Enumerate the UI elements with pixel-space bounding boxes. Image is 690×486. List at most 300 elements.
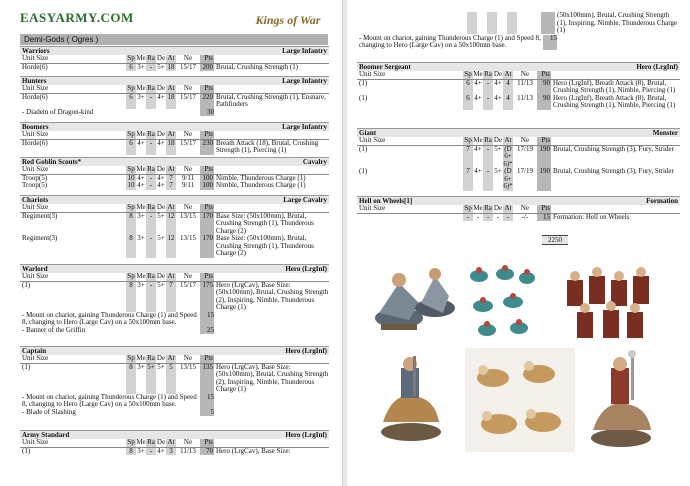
stat-sr: Brutal, Crushing Strength (3), Fury, Strider: [553, 144, 674, 153]
stat-sr: Hero (LrgInf), Breath Attack (8), Brutal, Crushing Strength (1), Nimble, Piercing (1): [553, 93, 676, 109]
stat-sr: Formation: Hell on Wheels: [553, 212, 630, 221]
stat-ra: -: [146, 64, 156, 72]
header-me: Me: [136, 130, 146, 138]
header-ra: Ra: [147, 165, 155, 173]
stat-size: Horde(6): [22, 62, 48, 71]
header-at: At: [167, 438, 175, 446]
header-me: Me: [473, 70, 483, 78]
unit-name: Giant: [359, 129, 377, 137]
header-ra: Ra: [147, 54, 155, 62]
stat-sr: Base Size: (50x100mm), Brutal, Crushing Strength (1), Thunderous Charge (2): [216, 211, 314, 235]
stat-sr: Brutal, Crushing Strength (1): [216, 62, 299, 71]
stat-de: 5+: [157, 211, 165, 220]
header-spacer: [214, 439, 329, 447]
photo-sphinx-beasts: [465, 348, 575, 452]
header-pts: Pts: [537, 205, 551, 213]
stat-ne: 9/11: [181, 173, 195, 182]
header-spacer: [214, 55, 329, 63]
option-text: - Blade of Slashing: [22, 407, 76, 416]
header-me: Me: [136, 165, 146, 173]
stat-sr: Brutal, Crushing Strength (1), Ensnare, Pathfinders: [216, 92, 326, 108]
stat-me: 3+: [137, 280, 145, 289]
header-sp: Sp: [127, 203, 135, 211]
stat-ne: 11/13: [517, 93, 533, 102]
stat-ra: 5+: [146, 364, 156, 394]
stat-sp: 8: [126, 213, 136, 236]
stat-sp: 6: [463, 80, 473, 95]
stat-ra: -: [483, 95, 493, 110]
stat-at: 7: [166, 282, 176, 312]
stat-ne: 13/15: [180, 211, 196, 220]
stat-row: [20, 140, 329, 155]
unit-header: [357, 128, 680, 137]
stat-size: Horde(6): [22, 92, 48, 101]
stat-ra: -: [483, 80, 493, 95]
stat-ra: -: [146, 182, 156, 190]
stat-at: 3: [166, 448, 176, 456]
stat-sp: 8: [126, 364, 136, 394]
header-ne: Ne: [520, 136, 530, 144]
stat-sr: Brutal, Crushing Strength (3), Fury, Strider: [553, 167, 674, 175]
stat-sr: Hero (LrgCav), Base Size: (50x100mm), Brutal, Crushing Strength (2), Inspiring, Nimble, Thunderous Charge (1): [216, 362, 329, 393]
unit-block: [20, 157, 329, 190]
header-me: Me: [136, 203, 146, 211]
stat-ne: 13/15: [180, 362, 196, 371]
unit-type: Large Infantry: [282, 77, 327, 85]
army-title: Demi-Gods ( Ogres ): [20, 34, 328, 45]
stat-at: 7: [166, 175, 176, 183]
stat-sp: 8: [126, 448, 136, 456]
stat-sp: 6: [126, 94, 136, 109]
header-de: De: [493, 70, 503, 78]
header-sp: Sp: [464, 136, 472, 144]
header-spacer: [214, 355, 329, 363]
stat-at: 5: [166, 364, 176, 394]
stat-row: [357, 146, 680, 169]
stat-me: 3+: [137, 62, 145, 71]
stat-size: Regiment(3): [22, 211, 58, 220]
stat-size: (1): [22, 280, 31, 289]
stat-ne: 15/17: [180, 62, 196, 71]
header-sp: Sp: [127, 165, 135, 173]
header-de: De: [493, 136, 503, 144]
unit-block: [20, 264, 329, 334]
stat-me: 4+: [137, 173, 145, 182]
stat-size: Troop(5): [22, 173, 48, 182]
stat-me: 4+: [474, 167, 482, 175]
stat-sr: Breath Attack (18), Brutal, Crushing Strength (1), Piercing (1): [216, 138, 319, 154]
header-ra: Ra: [147, 130, 155, 138]
stat-pts: 170: [200, 235, 214, 258]
stat-pts: 135: [200, 364, 214, 394]
stat-ra: -: [146, 140, 156, 155]
header-ne: Ne: [183, 438, 193, 446]
kings-of-war-logo: [250, 10, 326, 30]
stat-ne: 17/19: [517, 167, 533, 175]
stat-de: 5+: [157, 280, 165, 289]
header-ne: Ne: [183, 54, 193, 62]
stat-row: [20, 213, 329, 236]
stat-row: [20, 235, 329, 258]
army-total-points: 2250: [542, 235, 568, 245]
option-pts: 15: [200, 394, 214, 409]
unit-block: [20, 122, 329, 155]
header-de: De: [156, 354, 166, 362]
header-sp: Sp: [127, 130, 135, 138]
stat-pts: 230: [200, 140, 214, 155]
unit-type: Hero (LrgInf): [285, 265, 327, 273]
stat-ra: -: [483, 214, 493, 222]
stat-sp: 7: [463, 168, 473, 191]
unit-header: [357, 62, 680, 71]
continued-special-rules: (50x100mm), Brutal, Crushing Strength (1), Inspiring, Nimble, Thunderous Charge (1): [557, 11, 678, 34]
header-spacer: [551, 71, 680, 79]
unit-block: [20, 430, 329, 455]
stat-header-row: [357, 205, 680, 214]
header-ne: Ne: [183, 84, 193, 92]
unit-block: [357, 128, 680, 191]
header-ra: Ra: [484, 204, 492, 212]
header-at: At: [504, 204, 512, 212]
stat-de: 5+: [494, 144, 502, 153]
header-me: Me: [136, 438, 146, 446]
option-text: - Mount on chariot, gaining Thunderous Charge (1) and Speed 8, changing to Hero (Large Cav) on a 50x100mm base.: [22, 392, 197, 408]
stat-sr: Hero (LrgCav), Base Size:: [216, 446, 291, 455]
stat-me: 4+: [137, 181, 145, 189]
stat-ra: -: [146, 282, 156, 312]
header-ra: Ra: [484, 136, 492, 144]
stat-sp: 10: [127, 173, 135, 182]
header-sp: Sp: [127, 272, 135, 280]
stat-pts: 90: [537, 95, 551, 110]
stat-ra: -: [146, 213, 156, 236]
header-spacer: [214, 85, 329, 93]
header-ne: Ne: [183, 130, 193, 138]
stat-ne: 15/17: [180, 92, 196, 101]
stat-sp: 8: [126, 235, 136, 258]
stat-ne: 17/19: [517, 144, 533, 153]
unit-type: Large Infantry: [282, 123, 327, 131]
photo-goblin-scouts: [465, 262, 537, 342]
header-pts: Pts: [200, 85, 214, 93]
stat-me: -: [476, 212, 480, 221]
stat-size: Horde(6): [22, 138, 48, 147]
header-size: Unit Size: [22, 54, 49, 62]
stat-me: 3+: [137, 446, 145, 455]
header-ra: Ra: [147, 438, 155, 446]
stat-ra: -: [483, 146, 493, 169]
stat-me: 4+: [474, 78, 482, 87]
header-ra: Ra: [147, 84, 155, 92]
stat-ne: 11/13: [517, 78, 533, 87]
header-size: Unit Size: [22, 84, 49, 92]
unit-option: [20, 109, 329, 117]
header-spacer: [214, 273, 329, 281]
continued-option-text: - Mount on chariot, gaining Thunderous Charge (1) and Speed 8, changing to Hero (Large Cav) on a 50x100mm base.: [359, 33, 541, 49]
header-pts: Pts: [200, 131, 214, 139]
unit-name: Hell on Wheels[1]: [359, 197, 413, 205]
stat-size: (1): [359, 144, 368, 153]
stat-at: (D 6+ 6)*: [503, 167, 513, 190]
stat-me: 4+: [474, 93, 482, 102]
unit-block: [20, 46, 329, 71]
unit-type: Large Cavalry: [283, 196, 327, 204]
stat-row: [357, 95, 680, 110]
header-size: Unit Size: [359, 70, 386, 78]
option-text: - Mount on chariot, gaining Thunderous Charge (1) and Speed 8, changing to Hero (Large Cav) on a 50x100mm base.: [22, 310, 197, 326]
stat-row: [357, 214, 680, 222]
stat-pts: 70: [200, 448, 214, 456]
stat-sp: 6: [463, 95, 473, 110]
unit-option: [20, 409, 329, 417]
stat-de: 4+: [157, 92, 165, 101]
header-ne: Ne: [520, 70, 530, 78]
stat-sp: 7: [463, 146, 473, 169]
unit-type: Monster: [652, 129, 678, 137]
stat-row: [20, 94, 329, 109]
option-pts: 5: [200, 409, 214, 417]
header-sp: Sp: [127, 354, 135, 362]
header-ra: Ra: [484, 70, 492, 78]
header-at: At: [504, 70, 512, 78]
header-ne: Ne: [183, 272, 193, 280]
photo-ogre-cavalry: [369, 258, 461, 346]
header-pts: Pts: [537, 71, 551, 79]
stat-size: (1): [359, 167, 368, 175]
header-sp: Sp: [127, 84, 135, 92]
header-me: Me: [473, 204, 483, 212]
stat-size: (1): [22, 446, 31, 455]
header-size: Unit Size: [359, 204, 386, 212]
stat-de: 4+: [157, 446, 165, 455]
stat-at: 18: [166, 140, 176, 155]
unit-block: [20, 76, 329, 116]
stat-ne: 11/13: [180, 446, 196, 455]
stat-ne: 15/17: [180, 280, 196, 289]
stat-ra: -: [146, 175, 156, 183]
stat-pts: 190: [537, 146, 551, 169]
unit-name: Army Standard: [22, 431, 70, 439]
stat-de: 4+: [157, 138, 165, 147]
header-pts: Pts: [200, 55, 214, 63]
unit-name: Warlord: [22, 265, 48, 273]
unit-option: [20, 394, 329, 409]
header-ra: Ra: [147, 272, 155, 280]
option-pts: 25: [200, 327, 214, 335]
stat-de: 4+: [157, 181, 165, 189]
stat-row: [20, 364, 329, 394]
stat-pts: 100: [200, 175, 214, 183]
header-at: At: [167, 354, 175, 362]
header-ne: Ne: [183, 354, 193, 362]
stat-sp: 8: [126, 282, 136, 312]
continued-option-pts: 15: [543, 35, 557, 50]
header-pts: Pts: [200, 273, 214, 281]
header-de: De: [156, 272, 166, 280]
stat-pts: 200: [200, 64, 214, 72]
header-ne: Ne: [520, 204, 530, 212]
stat-at: -: [503, 214, 513, 222]
unit-block: [357, 62, 680, 110]
stat-de: 5+: [494, 167, 502, 175]
stat-ra: -: [146, 448, 156, 456]
stat-me: 4+: [137, 138, 145, 147]
header-at: At: [167, 130, 175, 138]
stat-sp: 6: [126, 140, 136, 155]
stat-me: 4+: [474, 144, 482, 153]
stat-ne: -/-: [521, 212, 529, 221]
photo-ogre-mage-on-mount: [581, 350, 661, 454]
stat-row: [357, 80, 680, 95]
header-sp: Sp: [464, 70, 472, 78]
unit-name: Captain: [22, 347, 47, 355]
stat-sp: 6: [126, 64, 136, 72]
header-de: De: [156, 54, 166, 62]
stat-at: 18: [166, 94, 176, 109]
header-de: De: [493, 204, 503, 212]
header-at: At: [167, 84, 175, 92]
stat-ne: 9/11: [181, 181, 195, 189]
unit-type: Formation: [646, 197, 678, 205]
header-size: Unit Size: [22, 272, 49, 280]
stat-at: 12: [166, 235, 176, 258]
header-me: Me: [473, 136, 483, 144]
unit-name: Hunters: [22, 77, 47, 85]
unit-type: Cavalry: [302, 158, 327, 166]
stat-ra: -: [146, 235, 156, 258]
stat-de: 5+: [157, 234, 165, 242]
header-sp: Sp: [127, 54, 135, 62]
option-pts: 30: [200, 109, 214, 117]
stat-size: (1): [22, 362, 31, 371]
stat-sr: Base Size: (50x100mm), Brutal, Crushing Strength (1), Thunderous Charge (2): [216, 234, 314, 257]
stat-ra: -: [483, 168, 493, 191]
header-pts: Pts: [200, 439, 214, 447]
right-page: [347, 0, 690, 486]
header-size: Unit Size: [22, 203, 49, 211]
brand-logo: EASYARMY.COM: [20, 10, 134, 25]
header-de: De: [156, 130, 166, 138]
header-at: At: [167, 272, 175, 280]
unit-header: [357, 196, 680, 205]
header-sp: Sp: [127, 438, 135, 446]
photo-ogre-warriors: [563, 262, 655, 346]
unit-type: Hero (LrgInf): [285, 431, 327, 439]
left-page: [0, 0, 343, 486]
stat-ne: 13/15: [180, 234, 196, 242]
stat-row: [357, 168, 680, 191]
header-spacer: [214, 166, 329, 174]
stat-row: [20, 64, 329, 72]
unit-name: Chariots: [22, 196, 49, 204]
stat-row: [20, 182, 329, 190]
stat-size: [357, 214, 463, 222]
unit-option: [20, 327, 329, 335]
header-sp: Sp: [464, 204, 472, 212]
stat-de: -: [496, 212, 500, 221]
header-de: De: [156, 84, 166, 92]
unit-type: Large Infantry: [282, 47, 327, 55]
stat-me: 3+: [137, 234, 145, 242]
stat-row: [20, 282, 329, 312]
header-pts: Pts: [537, 137, 551, 145]
header-ne: Ne: [183, 203, 193, 211]
stat-de: 5+: [157, 362, 165, 371]
stat-row: [20, 448, 329, 456]
stat-at: 4: [503, 80, 513, 95]
stat-me: 3+: [137, 92, 145, 101]
stat-pts: 15: [537, 214, 551, 222]
header-at: At: [167, 165, 175, 173]
photo-ogre-hero-on-beast: [373, 352, 447, 448]
unit-option: [20, 312, 329, 327]
stat-ra: -: [146, 94, 156, 109]
header-spacer: [214, 204, 329, 212]
stat-pts: 175: [200, 282, 214, 312]
stat-at: 12: [166, 213, 176, 236]
stat-pts: 100: [200, 182, 214, 190]
unit-name: Boomer Sergeant: [359, 63, 411, 71]
header-at: At: [167, 203, 175, 211]
stat-at: 4: [503, 95, 513, 110]
stat-at: 18: [167, 62, 175, 71]
unit-block: [20, 195, 329, 258]
stat-de: 4+: [157, 173, 165, 182]
header-me: Me: [136, 54, 146, 62]
unit-type: Hero (LrgInf): [285, 347, 327, 355]
header-size: Unit Size: [359, 136, 386, 144]
stat-pts: 220: [200, 94, 214, 109]
header-me: Me: [136, 84, 146, 92]
unit-name: Boomers: [22, 123, 49, 131]
stat-sr: Hero (LrgInf), Breath Attack (8), Brutal, Crushing Strength (1), Nimble, Piercing (1): [553, 78, 676, 94]
stat-de: 5+: [157, 62, 165, 71]
option-text: - Diadem of Dragon-kind: [22, 107, 94, 116]
stat-size: (1): [359, 78, 368, 87]
stat-size: Troop(5): [22, 181, 48, 189]
stat-de: 4+: [494, 93, 502, 102]
stat-me: 3+: [137, 211, 145, 220]
stat-sr: Nimble, Thunderous Charge (1): [216, 181, 306, 189]
header-spacer: [214, 131, 329, 139]
stat-sr: Nimble, Thunderous Charge (1): [216, 173, 306, 182]
stat-size: (1): [359, 93, 368, 102]
header-at: At: [504, 136, 512, 144]
header-spacer: [551, 205, 680, 213]
stat-sp: -: [463, 214, 473, 222]
header-pts: Pts: [200, 166, 214, 174]
unit-block: [357, 196, 680, 221]
stat-pts: 190: [537, 168, 551, 191]
header-spacer: [551, 137, 680, 145]
unit-name: Red Goblin Scouts*: [22, 158, 82, 166]
stat-sp: 10: [127, 181, 135, 189]
option-text: - Banner of the Griffin: [22, 325, 86, 334]
header-size: Unit Size: [22, 165, 49, 173]
header-me: Me: [136, 272, 146, 280]
stat-ne: 15/17: [180, 138, 196, 147]
option-pts: 15: [200, 312, 214, 327]
stat-sr: Hero (LrgCav), Base Size: (50x100mm), Brutal, Crushing Strength (2), Inspiring, Nimble, Thunderous Charge (1): [216, 280, 329, 311]
unit-block: [20, 346, 329, 416]
header-pts: Pts: [200, 355, 214, 363]
header-me: Me: [136, 354, 146, 362]
stat-size: Regiment(3): [22, 234, 58, 242]
stat-at: 7: [166, 182, 176, 190]
stat-pts: 170: [200, 213, 214, 236]
stat-me: 3+: [137, 362, 145, 371]
unit-type: Hero (LrgInf): [636, 63, 678, 71]
